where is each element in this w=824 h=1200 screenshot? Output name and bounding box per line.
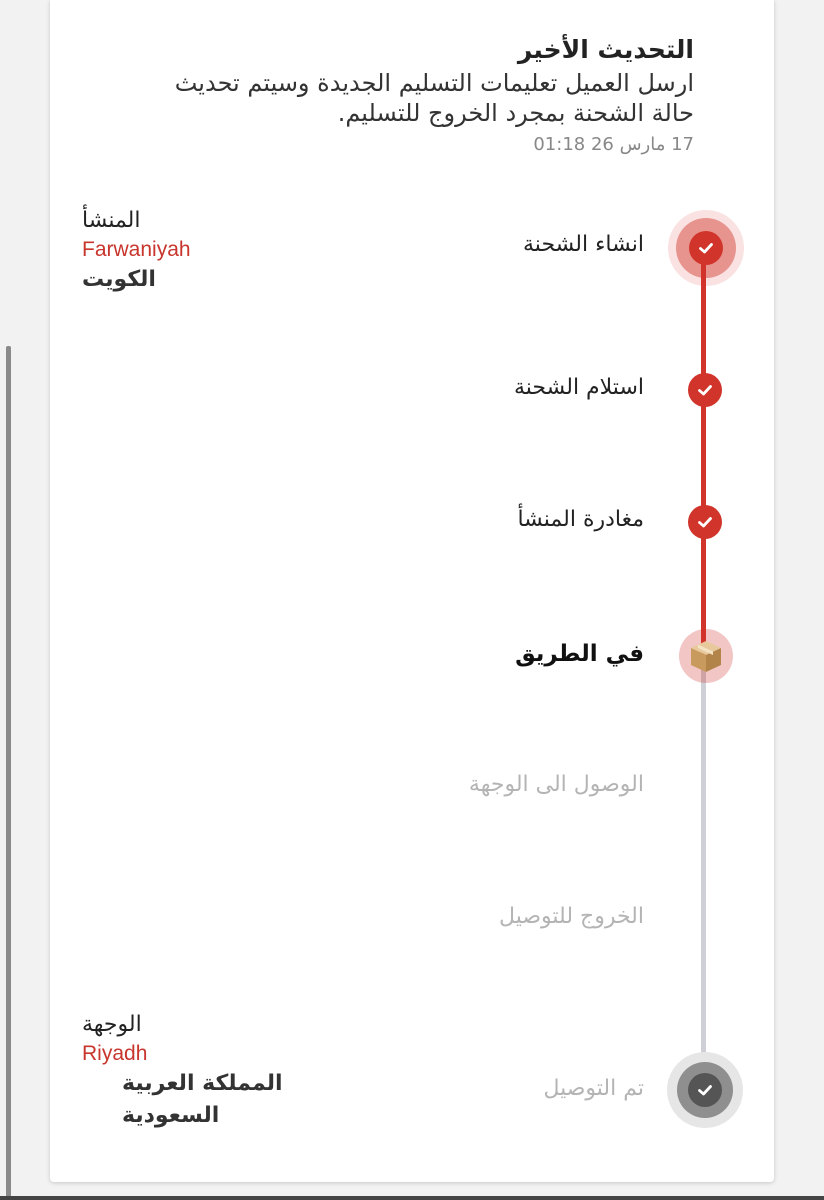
check-icon	[697, 239, 715, 257]
destination-info	[82, 1010, 322, 1132]
latest-update-text: ارسل العميل تعليمات التسليم الجديدة وسيتم تحديث حالة الشحنة بمجرد الخروج للتسليم.	[174, 69, 694, 127]
check-icon	[696, 513, 714, 531]
timeline-progress-line	[701, 246, 706, 656]
step-in-transit-node	[679, 629, 733, 683]
timeline-pending-line	[701, 656, 706, 1088]
check-icon	[696, 381, 714, 399]
step-delivered-node	[677, 1062, 733, 1118]
step-delivered-label: تم التوصيل	[543, 1076, 644, 1101]
destination-city: Riyadh	[82, 1042, 148, 1065]
step-out-for-delivery-label: الخروج للتوصيل	[499, 904, 644, 929]
latest-update-time: 17 مارس 26 01:18	[533, 134, 694, 155]
bottom-divider	[0, 1196, 824, 1200]
origin-city: Farwaniyah	[82, 238, 191, 261]
step-received-label: استلام الشحنة	[513, 375, 644, 400]
step-arrived-label: الوصول الى الوجهة	[468, 772, 644, 797]
destination-country: المملكة العربية السعودية	[122, 1071, 283, 1128]
latest-update	[134, 32, 694, 158]
latest-update-title: التحديث الأخير	[517, 35, 694, 64]
scroll-indicator[interactable]	[6, 346, 11, 1200]
step-departed-label: مغادرة المنشأ	[517, 507, 644, 532]
origin-info	[82, 206, 322, 296]
destination-heading: الوجهة	[82, 1012, 142, 1037]
delivered-node-core	[688, 1073, 722, 1107]
step-created-node	[689, 231, 723, 265]
origin-country: الكويت	[82, 267, 156, 292]
package-icon	[685, 635, 727, 677]
step-received-node	[688, 373, 722, 407]
step-departed-node	[688, 505, 722, 539]
step-created-label: انشاء الشحنة	[523, 232, 644, 257]
origin-heading: المنشأ	[82, 208, 141, 233]
check-icon	[696, 1081, 714, 1099]
step-in-transit-label: في الطريق	[515, 641, 644, 667]
tracking-card	[50, 0, 774, 1182]
